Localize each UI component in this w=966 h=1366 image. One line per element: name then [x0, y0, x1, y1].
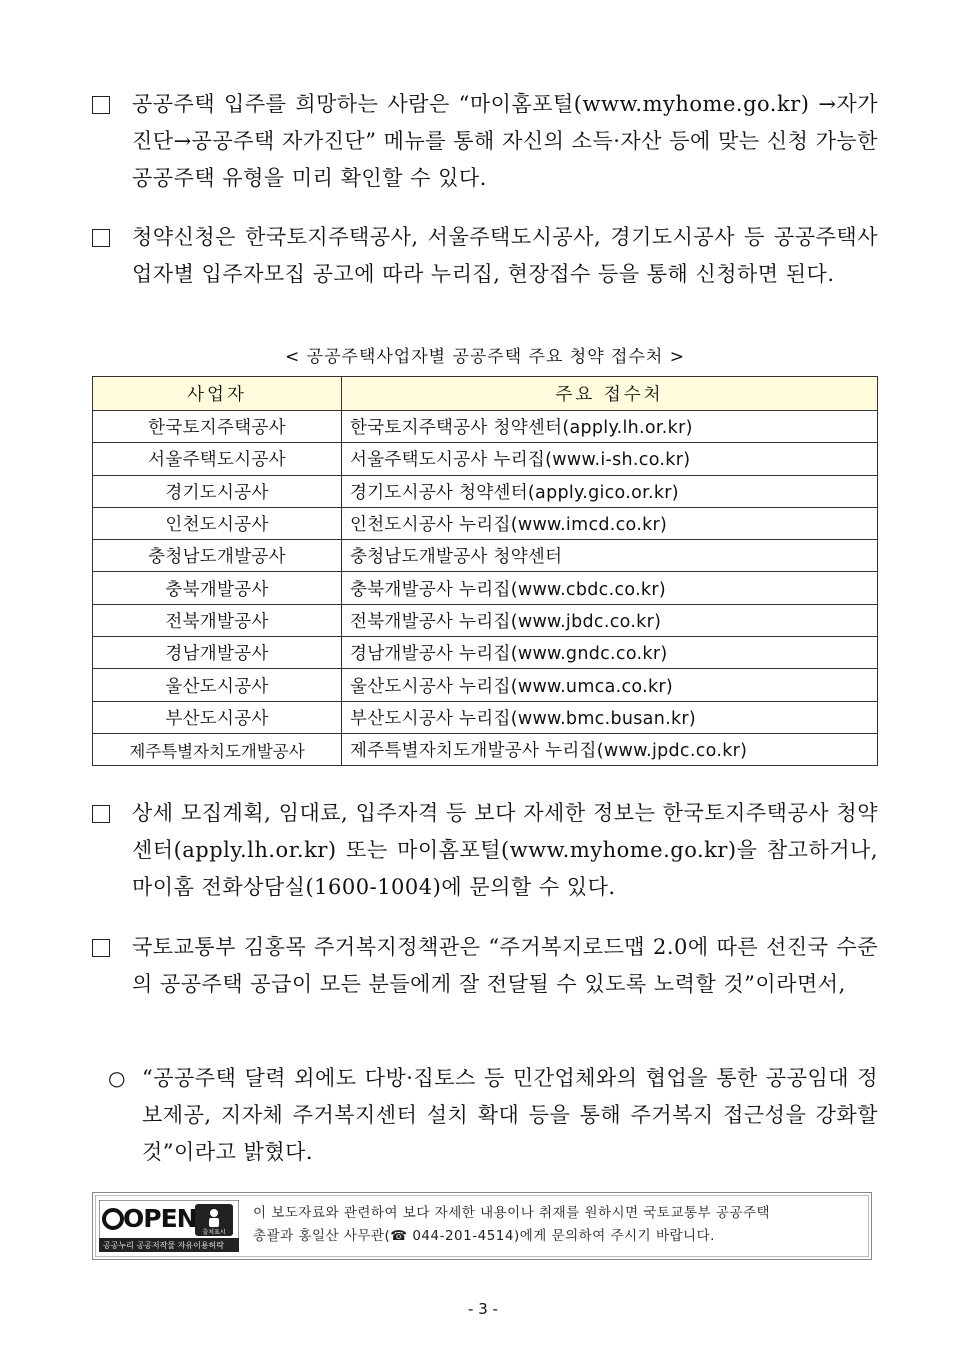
operator-cell: 충청남도개발공사	[93, 540, 342, 572]
table-row	[93, 604, 878, 636]
header-operator: 사업자	[93, 377, 342, 411]
paragraph-1	[92, 86, 878, 197]
operator-cell: 인천도시공사	[93, 507, 342, 539]
checkbox-bullet-icon	[92, 229, 110, 247]
operator-cell: 전북개발공사	[93, 604, 342, 636]
reception-cell: 부산도시공사 누리집(www.bmc.busan.kr)	[342, 701, 878, 733]
paragraph-2	[92, 219, 878, 293]
reception-cell: 경남개발공사 누리집(www.gndc.co.kr)	[342, 637, 878, 669]
table-caption: < 공공주택사업자별 공공주택 주요 청약 접수처 >	[285, 347, 685, 367]
paragraph-text: 국토교통부 김홍목 주거복지정책관은 “주거복지로드맵 2.0에 따른 선진국 수준의 공공주택 공급이 모든 분들에게 잘 전달될 수 있도록 노력할 것”이라면서,	[132, 935, 878, 996]
recruitment-table	[92, 376, 878, 766]
paragraph-3	[92, 795, 878, 906]
sub-paragraph	[92, 1060, 878, 1171]
table-row	[93, 411, 878, 443]
operator-cell: 울산도시공사	[93, 669, 342, 701]
contact-line-2: 총괄과 홍일산 사무관(☎ 044-201-4514)에게 문의하여 주시기 바랍니다.	[253, 1228, 715, 1244]
operator-cell: 경남개발공사	[93, 637, 342, 669]
reception-cell: 울산도시공사 누리집(www.umca.co.kr)	[342, 669, 878, 701]
table-row	[93, 733, 878, 765]
reception-cell: 충북개발공사 누리집(www.cbdc.co.kr)	[342, 572, 878, 604]
sub-paragraph-text: “공공주택 달력 외에도 다방·집토스 등 민간업체와의 협업을 통한 공공임대 정보제공, 지자체 주거복지센터 설치 확대 등을 통해 주거복지 접근성을 강화할 것”이라고 밝혔다.	[142, 1066, 878, 1164]
table-row	[93, 669, 878, 701]
operator-cell: 서울주택도시공사	[93, 443, 342, 475]
reception-cell: 인천도시공사 누리집(www.imcd.co.kr)	[342, 507, 878, 539]
kogl-open-logo	[99, 1200, 239, 1252]
table-header-row	[93, 377, 878, 411]
contact-text	[253, 1202, 865, 1248]
checkbox-bullet-icon	[92, 805, 110, 823]
table-row	[93, 475, 878, 507]
paragraph-text: 상세 모집계획, 임대료, 입주자격 등 보다 자세한 정보는 한국토지주택공사 청약센터(apply.lh.or.kr) 또는 마이홈포털(www.myhome.go.kr)을 참고하거나, 마이홈 전화상담실(1600-1004)에 문의할 수 있다.	[132, 801, 878, 899]
logo-text: OPEN	[123, 1204, 197, 1233]
reception-cell: 제주특별자치도개발공사 누리집(www.jpdc.co.kr)	[342, 733, 878, 765]
table-row	[93, 507, 878, 539]
operator-cell: 제주특별자치도개발공사	[93, 733, 342, 765]
table-row	[93, 637, 878, 669]
logo-badge: 출처표시	[202, 1229, 226, 1236]
table-row	[93, 540, 878, 572]
operator-cell: 한국토지주택공사	[93, 411, 342, 443]
checkbox-bullet-icon	[92, 96, 110, 114]
reception-cell: 충청남도개발공사 청약센터	[342, 540, 878, 572]
operator-cell: 충북개발공사	[93, 572, 342, 604]
table-row	[93, 572, 878, 604]
paragraph-text: 공공주택 입주를 희망하는 사람은 “마이홈포털(www.myhome.go.kr) →자가진단→공공주택 자가진단” 메뉴를 통해 자신의 소득·자산 등에 맞는 신청 가능한 공공주택 유형을 미리 확인할 수 있다.	[132, 92, 878, 190]
contact-info-box	[92, 1192, 872, 1260]
checkbox-bullet-icon	[92, 939, 110, 957]
page-number: - 3 -	[468, 1300, 498, 1318]
reception-cell: 서울주택도시공사 누리집(www.i-sh.co.kr)	[342, 443, 878, 475]
reception-cell: 전북개발공사 누리집(www.jbdc.co.kr)	[342, 604, 878, 636]
operator-cell: 부산도시공사	[93, 701, 342, 733]
table-row	[93, 443, 878, 475]
contact-line-1: 이 보도자료와 관련하여 보다 자세한 내용이나 취재를 원하시면 국토교통부 공공주택	[253, 1205, 771, 1221]
reception-cell: 한국토지주택공사 청약센터(apply.lh.or.kr)	[342, 411, 878, 443]
paragraph-text: 청약신청은 한국토지주택공사, 서울주택도시공사, 경기도시공사 등 공공주택사업자별 입주자모집 공고에 따라 누리집, 현장접수 등을 통해 신청하면 된다.	[132, 225, 878, 286]
logo-subtext: 공공누리 공공저작물 자유이용허락	[103, 1241, 225, 1250]
reception-cell: 경기도시공사 청약센터(apply.gico.or.kr)	[342, 475, 878, 507]
paragraph-4	[92, 929, 878, 1003]
header-reception: 주요 접수처	[342, 377, 878, 411]
table-row	[93, 701, 878, 733]
circle-bullet-icon: ○	[108, 1066, 126, 1090]
operator-cell: 경기도시공사	[93, 475, 342, 507]
